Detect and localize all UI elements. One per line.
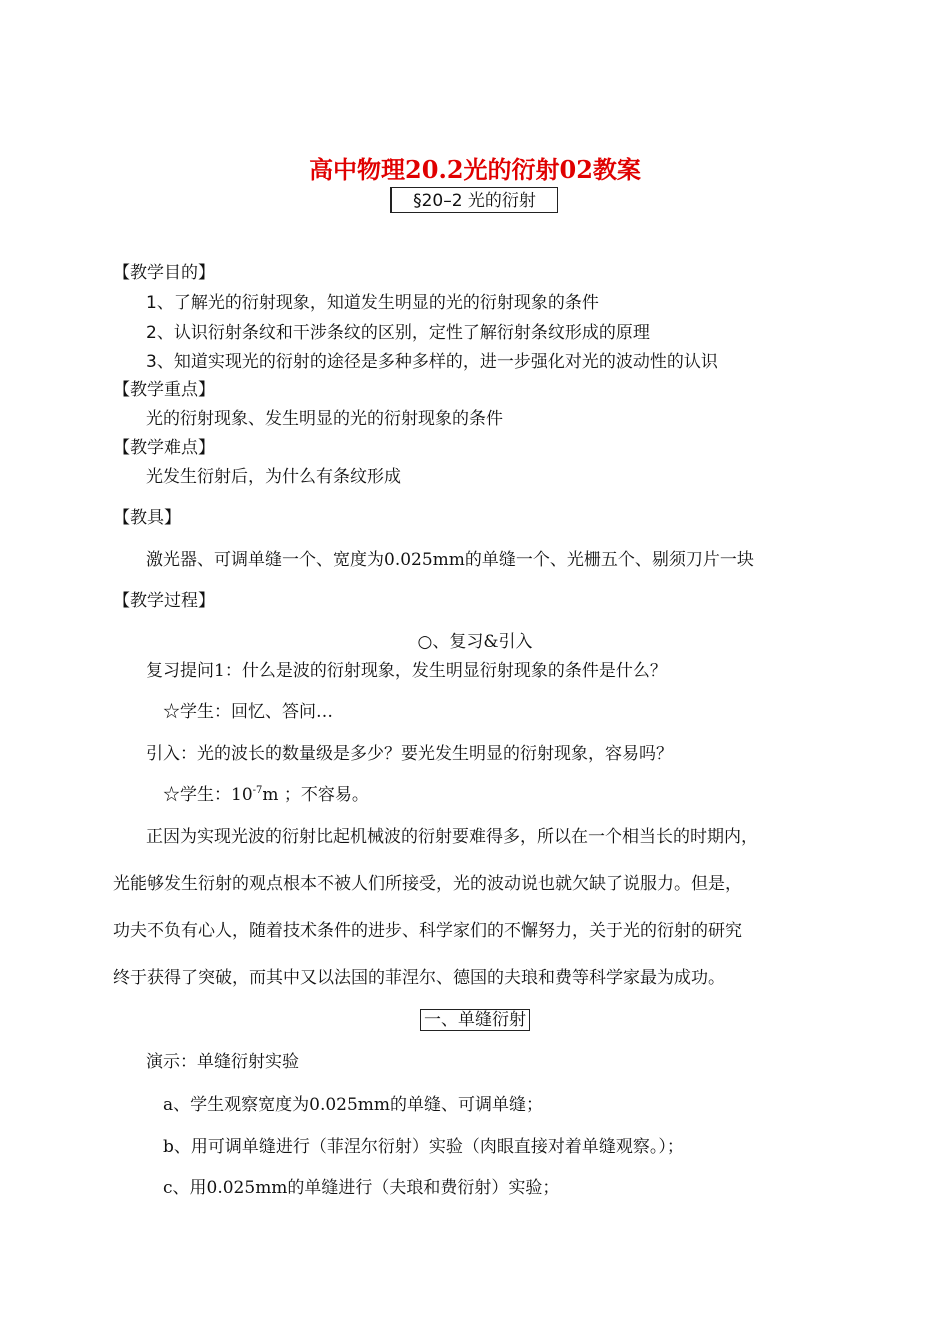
demo-step: a、学生观察宽度为0.025mm的单缝、可调单缝； [163,1095,544,1115]
document-title: 高中物理20.2光的衍射02教案 [309,155,641,184]
section-subtitle: §20–2 光的衍射 [390,187,558,213]
difficulty-heading: 【教学难点】 [113,438,215,458]
intro-question: 引入：光的波长的数量级是多少？要光发生明显的衍射现象，容易吗？ [146,744,673,764]
goals-heading: 【教学目的】 [113,263,215,283]
tools-heading: 【教具】 [113,508,181,528]
tools-text: 激光器、可调单缝一个、宽度为0.025mm的单缝一个、光栅五个、剔须刀片一块 [146,550,754,570]
goal-item: 3、知道实现光的衍射的途径是多种多样的，进一步强化对光的波动性的认识 [146,352,718,372]
demo-step: b、用可调单缝进行（菲涅尔衍射）实验（肉眼直接对着单缝观察。）； [163,1137,684,1157]
process-heading: 【教学过程】 [113,591,215,611]
focus-heading: 【教学重点】 [113,380,215,400]
focus-text: 光的衍射现象、发生明显的光的衍射现象的条件 [146,409,503,429]
part1-title-wrap [0,1005,950,1030]
goal-item: 2、认识衍射条纹和干涉条纹的区别，定性了解衍射条纹形成的原理 [146,323,650,343]
answer-prefix: ☆学生：10 [163,785,253,805]
student-answer-2 [163,780,369,805]
student-answer: ☆学生：回忆、答问… [163,702,333,722]
paragraph-line: 终于获得了突破，而其中又以法国的菲涅尔、德国的夫琅和费等科学家最为成功。 [113,968,725,988]
paragraph-line: 光能够发生衍射的观点根本不被人们所接受，光的波动说也就欠缺了说服力。但是， [113,874,742,894]
answer-suffix: m ；不容易。 [262,785,369,805]
difficulty-text: 光发生衍射后，为什么有条纹形成 [146,467,401,487]
paragraph-line: 功夫不负有心人，随着技术条件的进步、科学家们的不懈努力，关于光的衍射的研究 [113,921,742,941]
paragraph-line: 正因为实现光波的衍射比起机械波的衍射要难得多，所以在一个相当长的时期内， [146,827,758,847]
review-question: 复习提问1：什么是波的衍射现象，发生明显衍射现象的条件是什么？ [146,661,667,681]
part0-title: ○、复习&引入 [417,632,533,652]
goal-item: 1、了解光的衍射现象，知道发生明显的光的衍射现象的条件 [146,293,599,313]
answer-exponent: -7 [252,785,263,796]
demo-step: c、用0.025mm的单缝进行（夫琅和费衍射）实验； [163,1178,560,1198]
part1-title: 一、单缝衍射 [420,1009,530,1031]
demo-title: 演示：单缝衍射实验 [146,1052,299,1072]
